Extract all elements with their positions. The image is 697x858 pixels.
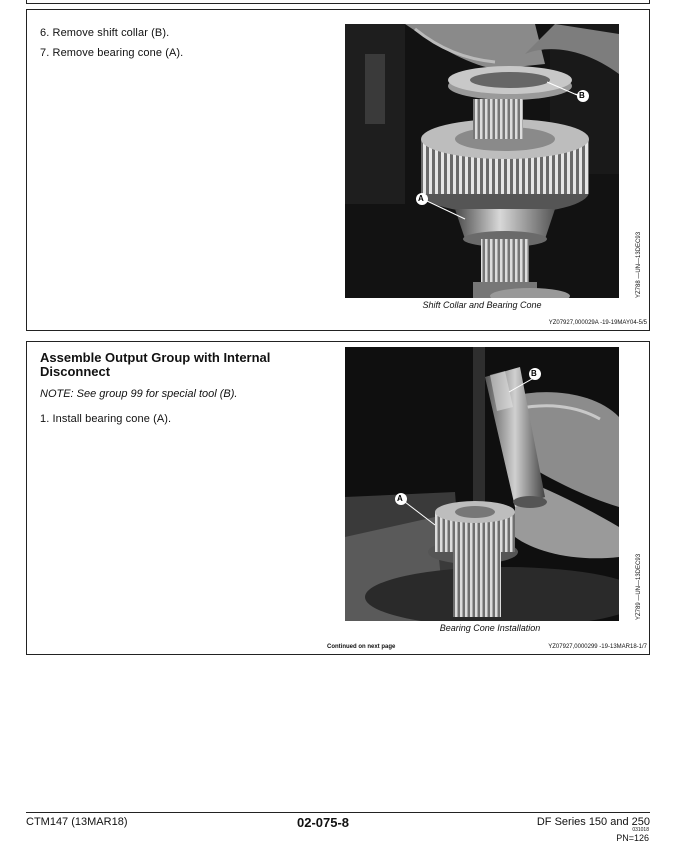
- pn-number: PN=126: [616, 833, 649, 843]
- callout-b: B: [579, 91, 585, 100]
- series-title: DF Series 150 and 250: [536, 816, 650, 828]
- section-heading: Assemble Output Group with Internal Disconnect: [40, 350, 271, 379]
- figure-side-code: YZ788 —UN—13DEC93: [636, 231, 642, 298]
- footer-rule: [26, 812, 650, 813]
- figure-side-code: YZ789 —UN—13DEC93: [636, 553, 642, 620]
- manual-code: CTM147 (13MAR18): [26, 816, 128, 828]
- small-code: 031018: [632, 827, 649, 833]
- special-tool-note: NOTE: See group 99 for special tool (B).: [40, 388, 238, 400]
- step-remove-bearing-cone: 7. Remove bearing cone (A).: [40, 47, 184, 59]
- document-ref-code: YZ07927,0000299 -19-13MAR18-1/7: [548, 644, 647, 650]
- step-install-bearing-cone: 1. Install bearing cone (A).: [40, 413, 172, 425]
- document-ref-code: YZ07927,000029A -19-19MAY04-5/5: [548, 320, 647, 326]
- bearing-cone-installation-photo: [345, 347, 619, 621]
- callout-b: B: [531, 369, 537, 378]
- continued-note: Continued on next page: [327, 644, 396, 650]
- page-number: 02-075-8: [297, 815, 350, 830]
- step-remove-shift-collar: 6. Remove shift collar (B).: [40, 27, 170, 39]
- figure-caption: Bearing Cone Installation: [439, 623, 541, 633]
- callout-a: A: [397, 494, 403, 503]
- previous-frame-edge: [26, 0, 650, 4]
- callout-a: A: [418, 194, 424, 203]
- shift-collar-bearing-cone-photo: [345, 24, 619, 298]
- figure-caption: Shift Collar and Bearing Cone: [422, 300, 542, 310]
